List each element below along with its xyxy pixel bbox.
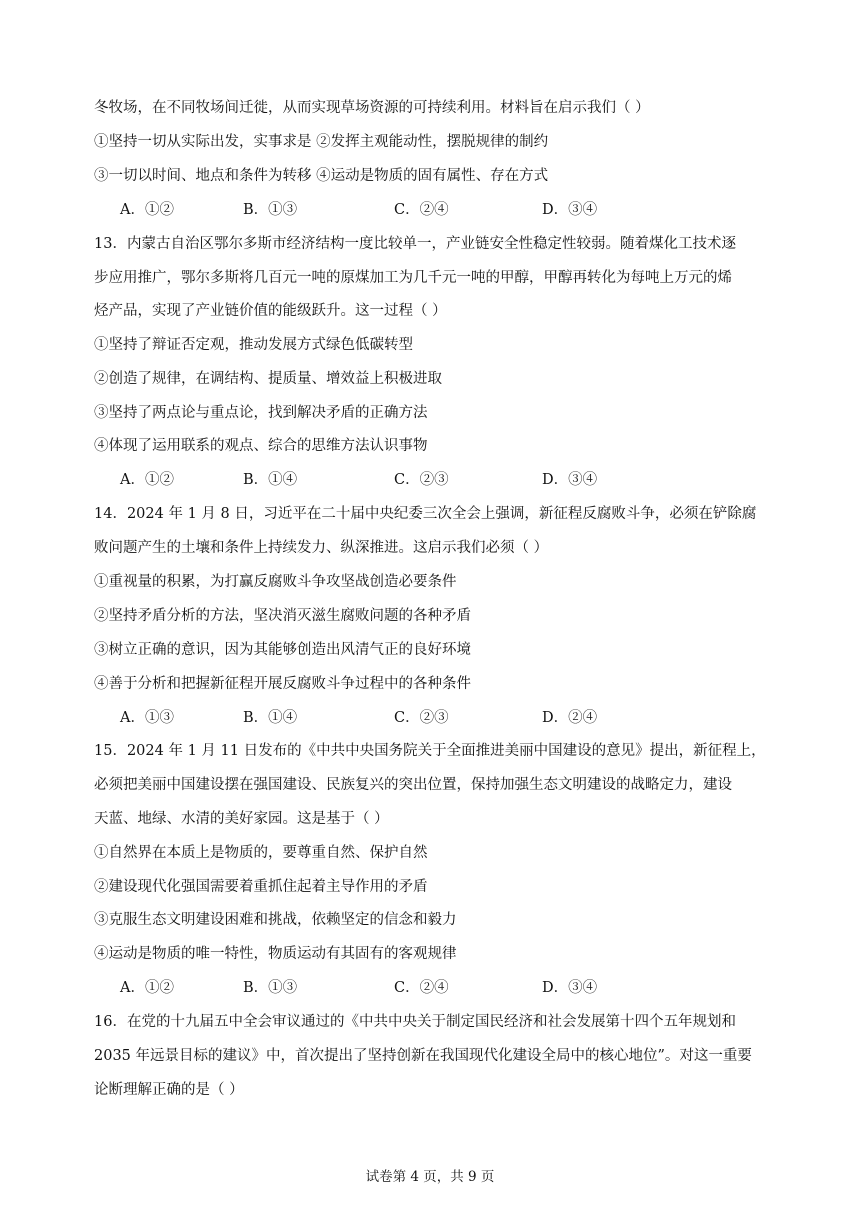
option-b: B．①④ [243,710,298,726]
option-d: D．③④ [542,980,598,996]
question-16-text: 2035 年远景目标的建议》中，首次提出了坚持创新在我国现代化建设全局中的核心地位”。对这一重要 [94,1048,752,1064]
question-13-text: 步应用推广，鄂尔多斯将几百元一吨的原煤加工为几千元一吨的甲醇，甲醇再转化为每吨上万元的烯 [94,270,732,286]
choice-line: ①重视量的积累，为打赢反腐败斗争攻坚战创造必要条件 [94,574,457,590]
question-15-text: 15．2024 年 1 月 11 日发布的《中共中央国务院关于全面推进美丽中国建设的意见》提出，新征程上， [94,743,766,759]
choice-line: ③一切以时间、地点和条件为转移 ④运动是物质的固有属性、存在方式 [94,168,549,184]
page-footer: 试卷第 4 页，共 9 页 [365,1169,495,1185]
choice-line: ②建设现代化强国需要着重抓住起着主导作用的矛盾 [94,879,428,895]
choice-line: ②坚持矛盾分析的方法，坚决消灭滋生腐败问题的各种矛盾 [94,608,471,624]
option-b: B．①④ [243,472,298,488]
option-c: C．②④ [394,980,449,996]
choice-line: ④运动是物质的唯一特性，物质运动有其固有的客观规律 [94,946,457,962]
option-b: B．①③ [243,980,298,996]
option-d: D．②④ [542,710,598,726]
question-13-text: 13．内蒙古自治区鄂尔多斯市经济结构一度比较单一，产业链安全性稳定性较弱。随着煤化工技术逐 [94,236,736,252]
question-16-text: 论断理解正确的是（ ） [94,1082,244,1098]
option-a: A．①② [120,472,174,488]
question-16-text: 16．在党的十九届五中全会审议通过的《中共中央关于制定国民经济和社会发展第十四个五年规划和 [94,1014,736,1030]
choice-line: ③克服生态文明建设困难和挑战，依赖坚定的信念和毅力 [94,912,457,928]
choice-line: ②创造了规律，在调结构、提质量、增效益上积极进取 [94,371,442,387]
choice-line: ①坚持了辩证否定观，推动发展方式绿色低碳转型 [94,337,413,353]
option-c: C．②③ [394,472,449,488]
option-c: C．②③ [394,710,449,726]
question-15-text: 必须把美丽中国建设摆在强国建设、民族复兴的突出位置，保持加强生态文明建设的战略定力，建设 [94,777,732,793]
question-14-text: 败问题产生的土壤和条件上持续发力、纵深推进。这启示我们必须（ ） [94,540,549,556]
option-d: D．③④ [542,472,598,488]
answer-options [120,200,720,220]
option-c: C．②④ [394,202,449,218]
answer-options [120,708,720,728]
option-d: D．③④ [542,202,598,218]
choice-line: ④善于分析和把握新征程开展反腐败斗争过程中的各种条件 [94,676,471,692]
answer-options [120,978,720,998]
question-15-text: 天蓝、地绿、水清的美好家园。这是基于（ ） [94,811,389,827]
option-a: A．①② [120,980,174,996]
text-line: 冬牧场，在不同牧场间迁徙，从而实现草场资源的可持续利用。材料旨在启示我们（ ） [94,100,650,116]
option-b: B．①③ [243,202,298,218]
question-14-text: 14．2024 年 1 月 8 日，习近平在二十届中央纪委三次全会上强调，新征程反腐败斗争，必须在铲除腐 [94,506,757,522]
option-a: A．①② [120,202,174,218]
answer-options [120,470,720,490]
choice-line: ④体现了运用联系的观点、综合的思维方法认识事物 [94,438,428,454]
question-13-text: 烃产品，实现了产业链价值的能级跃升。这一过程（ ） [94,303,447,319]
choice-line: ③树立正确的意识，因为其能够创造出风清气正的良好环境 [94,642,471,658]
choice-line: ③坚持了两点论与重点论，找到解决矛盾的正确方法 [94,405,428,421]
choice-line: ①自然界在本质上是物质的，要尊重自然、保护自然 [94,845,428,861]
choice-line: ①坚持一切从实际出发，实事求是 ②发挥主观能动性，摆脱规律的制约 [94,134,549,150]
option-a: A．①③ [120,710,174,726]
